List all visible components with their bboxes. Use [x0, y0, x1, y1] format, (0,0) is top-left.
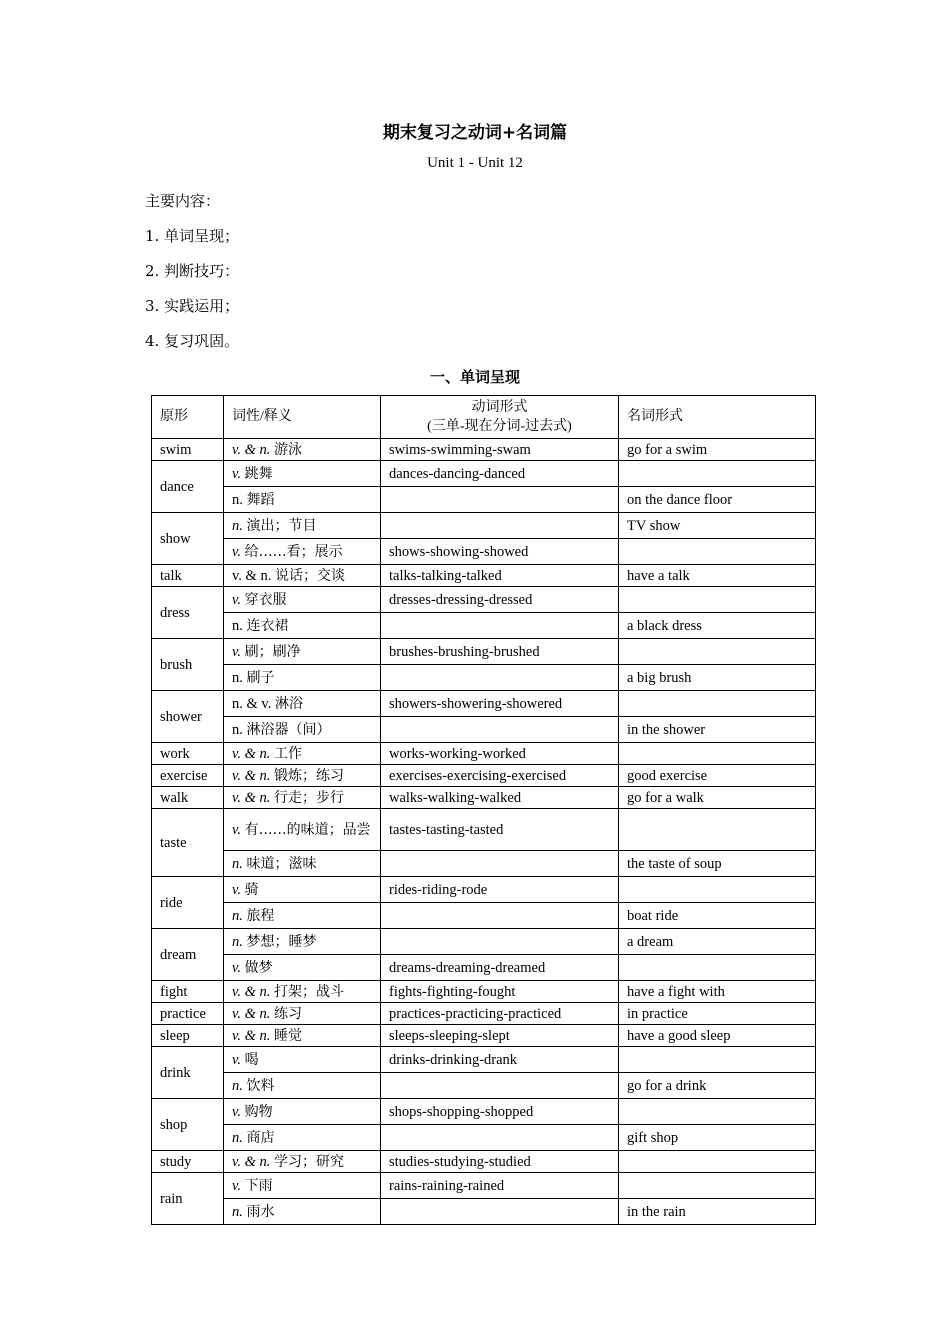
- cell-word: dream: [152, 929, 224, 981]
- cell-noun-forms: gift shop: [619, 1125, 816, 1151]
- cell-verb-forms: [381, 851, 619, 877]
- table-row: [152, 809, 816, 851]
- table-row: [152, 877, 816, 903]
- part-of-speech: n.: [232, 491, 243, 508]
- cell-noun-forms: a big brush: [619, 665, 816, 691]
- cell-word: dress: [152, 587, 224, 639]
- meaning: 刷子: [246, 669, 275, 686]
- cell-noun-forms: have a talk: [619, 565, 816, 587]
- header-pos-meaning: 词性/释义: [224, 396, 381, 439]
- part-of-speech: n.: [232, 907, 243, 924]
- part-of-speech: v.: [232, 959, 241, 976]
- cell-word: walk: [152, 787, 224, 809]
- cell-pos-meaning: [224, 439, 381, 461]
- part-of-speech: v. & n.: [232, 1153, 271, 1170]
- cell-noun-forms: go for a swim: [619, 439, 816, 461]
- cell-word: exercise: [152, 765, 224, 787]
- meaning: 跳舞: [244, 465, 273, 482]
- meaning: 旅程: [246, 907, 275, 924]
- table-row: [152, 903, 816, 929]
- meaning: 说话；交谈: [274, 567, 345, 584]
- cell-verb-forms: practices-practicing-practiced: [381, 1003, 619, 1025]
- cell-pos-meaning: [224, 539, 381, 565]
- meaning: 睡觉: [274, 1027, 303, 1044]
- cell-noun-forms: on the dance floor: [619, 487, 816, 513]
- part-of-speech: v.: [232, 1177, 241, 1194]
- cell-verb-forms: brushes-brushing-brushed: [381, 639, 619, 665]
- cell-word: drink: [152, 1047, 224, 1099]
- vocab-table: [151, 395, 816, 1225]
- cell-noun-forms: [619, 743, 816, 765]
- table-row: [152, 639, 816, 665]
- cell-word: dance: [152, 461, 224, 513]
- cell-verb-forms: [381, 929, 619, 955]
- cell-pos-meaning: [224, 1025, 381, 1047]
- cell-word: practice: [152, 1003, 224, 1025]
- meaning: 饮料: [246, 1077, 275, 1094]
- table-row: [152, 691, 816, 717]
- cell-word: shower: [152, 691, 224, 743]
- contents-item-2: 2. 判断技巧：: [145, 262, 240, 280]
- cell-noun-forms: a black dress: [619, 613, 816, 639]
- cell-pos-meaning: [224, 1173, 381, 1199]
- meaning: 有……的味道；品尝: [244, 821, 371, 838]
- cell-verb-forms: shows-showing-showed: [381, 539, 619, 565]
- cell-verb-forms: rains-raining-rained: [381, 1173, 619, 1199]
- cell-verb-forms: [381, 1199, 619, 1225]
- cell-pos-meaning: [224, 639, 381, 665]
- header-verb-forms-line1: 动词形式: [471, 400, 528, 415]
- part-of-speech: n.: [232, 517, 243, 534]
- cell-pos-meaning: [224, 1151, 381, 1173]
- cell-pos-meaning: [224, 691, 381, 717]
- cell-noun-forms: [619, 539, 816, 565]
- cell-noun-forms: [619, 955, 816, 981]
- part-of-speech: n.: [232, 933, 243, 950]
- table-row: [152, 487, 816, 513]
- header-verb-forms: [381, 396, 619, 439]
- cell-pos-meaning: [224, 1099, 381, 1125]
- meaning: 购物: [244, 1103, 273, 1120]
- cell-verb-forms: walks-walking-walked: [381, 787, 619, 809]
- cell-pos-meaning: [224, 717, 381, 743]
- cell-pos-meaning: [224, 851, 381, 877]
- cell-word: sleep: [152, 1025, 224, 1047]
- cell-verb-forms: [381, 513, 619, 539]
- meaning: 下雨: [244, 1177, 273, 1194]
- part-of-speech: v. & n.: [232, 567, 272, 584]
- cell-noun-forms: [619, 877, 816, 903]
- cell-word: show: [152, 513, 224, 565]
- cell-verb-forms: swims-swimming-swam: [381, 439, 619, 461]
- header-verb-forms-line2: (三单-现在分词-过去式): [427, 419, 572, 434]
- cell-pos-meaning: [224, 877, 381, 903]
- part-of-speech: v.: [232, 821, 241, 838]
- part-of-speech: v. & n.: [232, 745, 271, 762]
- table-row: [152, 929, 816, 955]
- cell-pos-meaning: [224, 765, 381, 787]
- cell-word: taste: [152, 809, 224, 877]
- cell-verb-forms: [381, 487, 619, 513]
- table-row: [152, 717, 816, 743]
- intro-label: 主要内容：: [145, 192, 221, 210]
- cell-noun-forms: [619, 1099, 816, 1125]
- part-of-speech: n. & v.: [232, 695, 272, 712]
- part-of-speech: v. & n.: [232, 983, 271, 1000]
- part-of-speech: n.: [232, 1077, 243, 1094]
- cell-verb-forms: showers-showering-showered: [381, 691, 619, 717]
- cell-noun-forms: boat ride: [619, 903, 816, 929]
- meaning: 演出；节目: [246, 517, 317, 534]
- cell-word: shop: [152, 1099, 224, 1151]
- meaning: 淋浴器（间）: [246, 721, 331, 738]
- cell-verb-forms: shops-shopping-shopped: [381, 1099, 619, 1125]
- cell-verb-forms: rides-riding-rode: [381, 877, 619, 903]
- part-of-speech: v. & n.: [232, 1027, 271, 1044]
- part-of-speech: v.: [232, 643, 241, 660]
- part-of-speech: v.: [232, 465, 241, 482]
- table-row: [152, 1003, 816, 1025]
- meaning: 商店: [246, 1129, 275, 1146]
- part-of-speech: n.: [232, 721, 243, 738]
- cell-noun-forms: [619, 587, 816, 613]
- cell-noun-forms: in the rain: [619, 1199, 816, 1225]
- cell-noun-forms: [619, 461, 816, 487]
- part-of-speech: v. & n.: [232, 767, 271, 784]
- meaning: 淋浴: [274, 695, 303, 712]
- cell-verb-forms: tastes-tasting-tasted: [381, 809, 619, 851]
- table-row: [152, 851, 816, 877]
- table-row: [152, 439, 816, 461]
- table-body: [152, 439, 816, 1225]
- cell-pos-meaning: [224, 809, 381, 851]
- cell-pos-meaning: [224, 1047, 381, 1073]
- table-row: [152, 665, 816, 691]
- table-row: [152, 587, 816, 613]
- meaning: 锻炼；练习: [274, 767, 345, 784]
- meaning: 学习；研究: [274, 1153, 345, 1170]
- table-row: [152, 1125, 816, 1151]
- cell-noun-forms: in practice: [619, 1003, 816, 1025]
- cell-noun-forms: have a good sleep: [619, 1025, 816, 1047]
- cell-verb-forms: sleeps-sleeping-slept: [381, 1025, 619, 1047]
- cell-pos-meaning: [224, 1125, 381, 1151]
- meaning: 雨水: [246, 1203, 275, 1220]
- cell-pos-meaning: [224, 665, 381, 691]
- meaning: 行走；步行: [274, 789, 345, 806]
- cell-noun-forms: [619, 639, 816, 665]
- cell-verb-forms: works-working-worked: [381, 743, 619, 765]
- cell-verb-forms: fights-fighting-fought: [381, 981, 619, 1003]
- meaning: 做梦: [244, 959, 273, 976]
- cell-pos-meaning: [224, 487, 381, 513]
- cell-pos-meaning: [224, 787, 381, 809]
- part-of-speech: n.: [232, 1129, 243, 1146]
- table-row: [152, 787, 816, 809]
- meaning: 舞蹈: [246, 491, 275, 508]
- cell-noun-forms: go for a walk: [619, 787, 816, 809]
- cell-verb-forms: exercises-exercising-exercised: [381, 765, 619, 787]
- cell-word: talk: [152, 565, 224, 587]
- table-row: [152, 1199, 816, 1225]
- table-header-row: [152, 396, 816, 439]
- cell-verb-forms: dreams-dreaming-dreamed: [381, 955, 619, 981]
- cell-pos-meaning: [224, 929, 381, 955]
- cell-word: work: [152, 743, 224, 765]
- part-of-speech: v.: [232, 543, 241, 560]
- cell-pos-meaning: [224, 565, 381, 587]
- meaning: 给……看；展示: [244, 543, 343, 560]
- cell-pos-meaning: [224, 955, 381, 981]
- cell-verb-forms: [381, 665, 619, 691]
- part-of-speech: n.: [232, 669, 243, 686]
- table-row: [152, 765, 816, 787]
- section-title: 一、单词呈现: [429, 368, 520, 386]
- table-row: [152, 981, 816, 1003]
- cell-noun-forms: [619, 691, 816, 717]
- table-row: [152, 565, 816, 587]
- cell-verb-forms: dances-dancing-danced: [381, 461, 619, 487]
- cell-noun-forms: [619, 1047, 816, 1073]
- part-of-speech: n.: [232, 855, 243, 872]
- meaning: 打架；战斗: [274, 983, 345, 1000]
- page-subtitle: Unit 1 - Unit 12: [427, 155, 523, 171]
- cell-pos-meaning: [224, 1199, 381, 1225]
- table-row: [152, 613, 816, 639]
- cell-pos-meaning: [224, 903, 381, 929]
- cell-verb-forms: [381, 1073, 619, 1099]
- meaning: 穿衣服: [244, 591, 287, 608]
- cell-noun-forms: [619, 1173, 816, 1199]
- cell-noun-forms: a dream: [619, 929, 816, 955]
- cell-pos-meaning: [224, 743, 381, 765]
- table-row: [152, 1099, 816, 1125]
- meaning: 练习: [274, 1005, 303, 1022]
- cell-verb-forms: [381, 613, 619, 639]
- table-row: [152, 1047, 816, 1073]
- table-row: [152, 743, 816, 765]
- table-row: [152, 1151, 816, 1173]
- meaning: 骑: [244, 881, 259, 898]
- cell-word: swim: [152, 439, 224, 461]
- meaning: 游泳: [274, 441, 303, 458]
- header-word: 原形: [152, 396, 224, 439]
- table-row: [152, 513, 816, 539]
- part-of-speech: v. & n.: [232, 1005, 271, 1022]
- meaning: 梦想；睡梦: [246, 933, 317, 950]
- meaning: 工作: [274, 745, 303, 762]
- meaning: 刷；刷净: [244, 643, 301, 660]
- cell-noun-forms: [619, 809, 816, 851]
- cell-pos-meaning: [224, 1003, 381, 1025]
- part-of-speech: v.: [232, 881, 241, 898]
- cell-verb-forms: dresses-dressing-dressed: [381, 587, 619, 613]
- cell-word: rain: [152, 1173, 224, 1225]
- table-row: [152, 1025, 816, 1047]
- part-of-speech: v.: [232, 591, 241, 608]
- table-row: [152, 1173, 816, 1199]
- part-of-speech: v.: [232, 1051, 241, 1068]
- cell-pos-meaning: [224, 613, 381, 639]
- part-of-speech: n.: [232, 617, 243, 634]
- cell-word: fight: [152, 981, 224, 1003]
- cell-noun-forms: have a fight with: [619, 981, 816, 1003]
- header-noun-forms: 名词形式: [619, 396, 816, 439]
- meaning: 喝: [244, 1051, 259, 1068]
- table-row: [152, 1073, 816, 1099]
- cell-verb-forms: studies-studying-studied: [381, 1151, 619, 1173]
- cell-word: brush: [152, 639, 224, 691]
- cell-noun-forms: [619, 1151, 816, 1173]
- cell-word: study: [152, 1151, 224, 1173]
- cell-verb-forms: [381, 1125, 619, 1151]
- table-row: [152, 461, 816, 487]
- cell-verb-forms: talks-talking-talked: [381, 565, 619, 587]
- table-row: [152, 955, 816, 981]
- contents-item-4: 4. 复习巩固。: [145, 332, 240, 350]
- page-title: 期末复习之动词+名词篇: [382, 123, 568, 143]
- contents-item-3: 3. 实践运用；: [145, 297, 240, 315]
- cell-verb-forms: drinks-drinking-drank: [381, 1047, 619, 1073]
- cell-pos-meaning: [224, 513, 381, 539]
- table-row: [152, 539, 816, 565]
- meaning: 连衣裙: [246, 617, 289, 634]
- cell-pos-meaning: [224, 587, 381, 613]
- part-of-speech: v. & n.: [232, 441, 271, 458]
- cell-noun-forms: TV show: [619, 513, 816, 539]
- meaning: 味道；滋味: [246, 855, 317, 872]
- part-of-speech: v.: [232, 1103, 241, 1120]
- part-of-speech: n.: [232, 1203, 243, 1220]
- cell-noun-forms: in the shower: [619, 717, 816, 743]
- cell-noun-forms: good exercise: [619, 765, 816, 787]
- part-of-speech: v. & n.: [232, 789, 271, 806]
- cell-pos-meaning: [224, 461, 381, 487]
- cell-noun-forms: the taste of soup: [619, 851, 816, 877]
- cell-word: ride: [152, 877, 224, 929]
- cell-pos-meaning: [224, 1073, 381, 1099]
- cell-noun-forms: go for a drink: [619, 1073, 816, 1099]
- cell-verb-forms: [381, 717, 619, 743]
- cell-verb-forms: [381, 903, 619, 929]
- cell-pos-meaning: [224, 981, 381, 1003]
- contents-item-1: 1. 单词呈现；: [145, 227, 240, 245]
